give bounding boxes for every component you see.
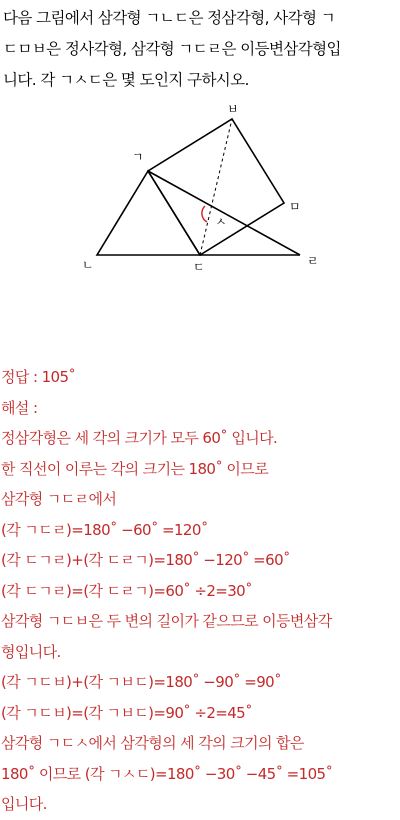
solution-line: (각 ㄷㄱㄹ)+(각 ㄷㄹㄱ)=180˚ −120˚ =60˚: [1, 551, 290, 569]
label-mieum: ㅁ: [289, 200, 301, 214]
explanation-heading: 해설 :: [1, 398, 38, 417]
geometry-diagram: [70, 95, 330, 280]
solution-line: 한 직선이 이루는 각의 크기는 180˚ 이므로: [1, 459, 269, 478]
geometry-figure: [70, 95, 330, 284]
problem-text: [3, 3, 399, 96]
dashed-diagonal: [200, 119, 232, 255]
solution-line: (각 ㄱㄷㅂ)=(각 ㄱㅂㄷ)=90˚ ÷2=45˚: [1, 703, 253, 722]
problem-line: 니다. 각 ㄱㅅㄷ은 몇 도인지 구하시오.: [3, 71, 249, 89]
problem-line: ㄷㅁㅂ은 정사각형, 삼각형 ㄱㄷㄹ은 이등변삼각형입: [3, 40, 341, 58]
label-siot: ㅅ: [215, 215, 227, 229]
answer-line: 정답 : 105˚: [1, 368, 76, 386]
segment-giyeok-rieul: [148, 171, 300, 255]
label-bieup: ㅂ: [227, 102, 239, 116]
solution-line: 삼각형 ㄱㄷㅅ에서 삼각형의 세 각의 크기의 합은: [1, 734, 304, 752]
label-rieul: ㄹ: [307, 254, 319, 268]
solution-line: 삼각형 ㄱㄷㅂ은 두 변의 길이가 같으므로 이등변삼각: [1, 612, 332, 630]
angle-mark: [202, 206, 207, 222]
label-digeut: ㄷ: [193, 260, 205, 274]
solution-line: 삼각형 ㄱㄷㄹ에서: [1, 490, 117, 508]
solution-line: 입니다.: [1, 795, 47, 813]
solution-line: (각 ㄱㄷㅂ)+(각 ㄱㅂㄷ)=180˚ −90˚ =90˚: [1, 673, 281, 691]
solution-line: (각 ㄱㄷㄹ)=180˚ −60˚ =120˚: [1, 520, 208, 539]
solution-line: 정삼각형은 세 각의 크기가 모두 60˚ 입니다.: [1, 429, 278, 447]
solution-text: [1, 362, 400, 820]
label-nieun: ㄴ: [82, 258, 94, 272]
equilateral-triangle: [97, 171, 200, 255]
problem-line: 다음 그림에서 삼각형 ㄱㄴㄷ은 정삼각형, 사각형 ㄱ: [3, 9, 336, 27]
solution-line: 형입니다.: [1, 642, 61, 661]
solution-line: 180˚ 이므로 (각 ㄱㅅㄷ)=180˚ −30˚ −45˚ =105˚: [1, 764, 333, 783]
solution-line: (각 ㄷㄱㄹ)=(각 ㄷㄹㄱ)=60˚ ÷2=30˚: [1, 581, 253, 600]
label-giyeok: ㄱ: [132, 150, 144, 164]
